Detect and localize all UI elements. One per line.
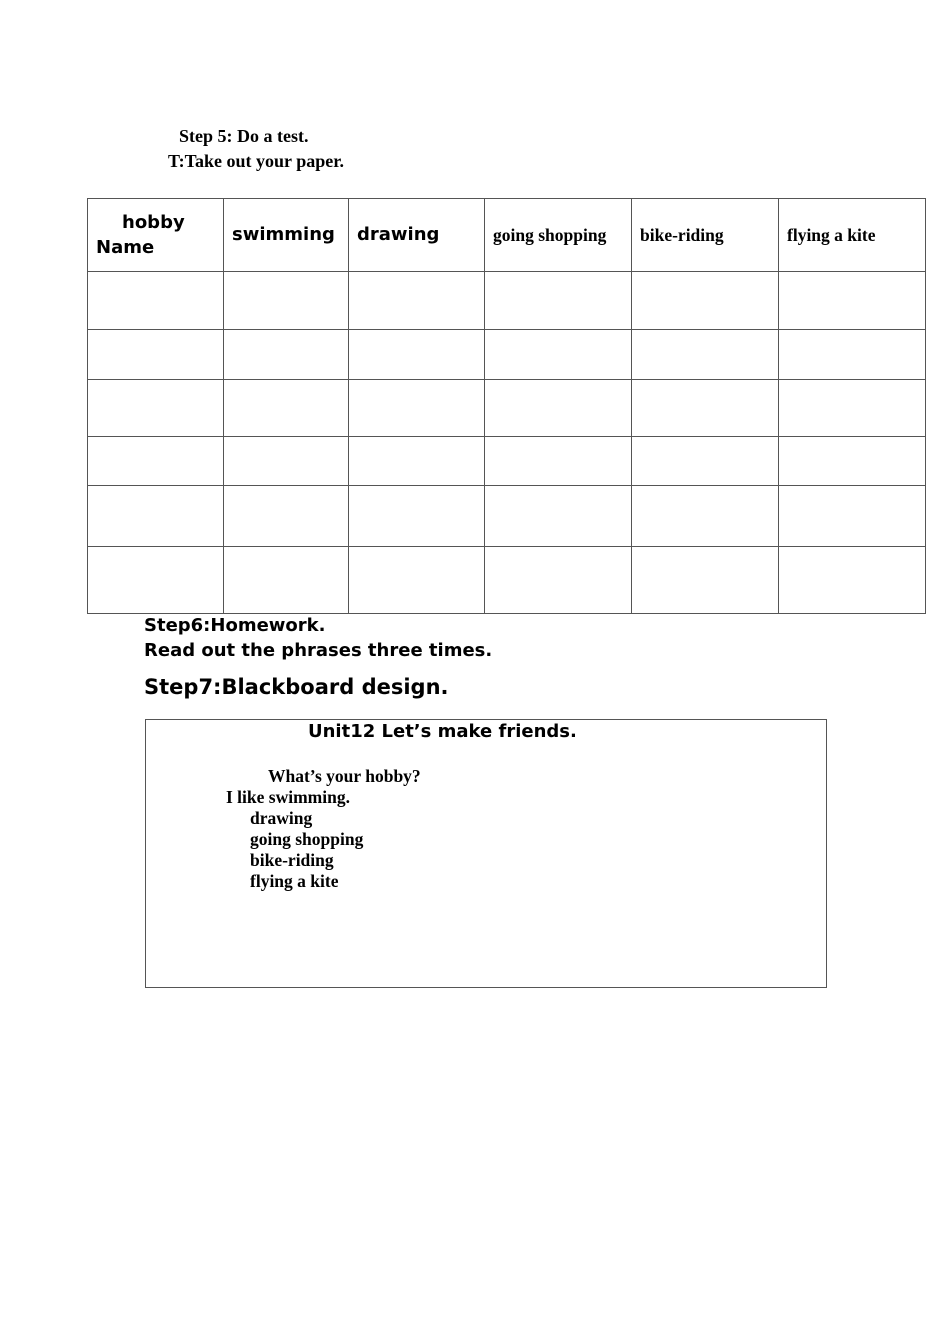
answer-cell[interactable] bbox=[632, 380, 779, 437]
answer-cell[interactable] bbox=[224, 486, 349, 547]
name-cell[interactable] bbox=[88, 272, 224, 330]
name-cell[interactable] bbox=[88, 437, 224, 486]
answer-cell[interactable] bbox=[632, 272, 779, 330]
table-row bbox=[88, 330, 926, 380]
answer-cell[interactable] bbox=[349, 272, 485, 330]
name-cell[interactable] bbox=[88, 486, 224, 547]
blackboard-line: going shopping bbox=[250, 829, 364, 849]
answer-cell[interactable] bbox=[224, 437, 349, 486]
answer-cell[interactable] bbox=[224, 547, 349, 614]
answer-cell[interactable] bbox=[632, 437, 779, 486]
blackboard-question: What’s your hobby? bbox=[268, 766, 421, 786]
hobby-survey-table bbox=[87, 198, 926, 614]
table-row bbox=[88, 272, 926, 330]
answer-cell[interactable] bbox=[485, 486, 632, 547]
answer-cell[interactable] bbox=[224, 272, 349, 330]
answer-cell[interactable] bbox=[485, 380, 632, 437]
answer-cell[interactable] bbox=[349, 486, 485, 547]
table-header-row bbox=[88, 199, 926, 272]
answer-cell[interactable] bbox=[224, 380, 349, 437]
step5-instruction: T:Take out your paper. bbox=[168, 151, 345, 171]
answer-cell[interactable] bbox=[779, 486, 926, 547]
corner-name-label: Name bbox=[96, 237, 155, 258]
blackboard-line: flying a kite bbox=[250, 871, 339, 891]
blackboard-line: I like swimming. bbox=[226, 787, 350, 807]
answer-cell[interactable] bbox=[349, 547, 485, 614]
answer-cell[interactable] bbox=[779, 437, 926, 486]
step7-title: Step7:Blackboard design. bbox=[144, 675, 449, 699]
name-cell[interactable] bbox=[88, 547, 224, 614]
step6-title: Step6:Homework. bbox=[144, 615, 326, 636]
answer-cell[interactable] bbox=[349, 330, 485, 380]
homework-task: Read out the phrases three times. bbox=[144, 640, 493, 661]
name-cell[interactable] bbox=[88, 330, 224, 380]
answer-cell[interactable] bbox=[779, 330, 926, 380]
answer-cell[interactable] bbox=[632, 547, 779, 614]
blackboard-line: bike-riding bbox=[250, 850, 334, 870]
table-row bbox=[88, 486, 926, 547]
answer-cell[interactable] bbox=[349, 380, 485, 437]
corner-header-cell bbox=[88, 199, 224, 272]
column-header-swimming: swimming bbox=[224, 199, 349, 272]
column-header-flying-a-kite: flying a kite bbox=[779, 199, 926, 272]
answer-cell[interactable] bbox=[779, 272, 926, 330]
answer-cell[interactable] bbox=[779, 547, 926, 614]
answer-cell[interactable] bbox=[632, 486, 779, 547]
blackboard-title: Unit12 Let’s make friends. bbox=[308, 721, 577, 742]
answer-cell[interactable] bbox=[485, 547, 632, 614]
answer-cell[interactable] bbox=[632, 330, 779, 380]
table-row bbox=[88, 437, 926, 486]
blackboard-design-box bbox=[145, 719, 827, 988]
step5-title: Step 5: Do a test. bbox=[179, 126, 309, 146]
corner-hobby-label: hobby bbox=[122, 212, 185, 233]
name-cell[interactable] bbox=[88, 380, 224, 437]
answer-cell[interactable] bbox=[779, 380, 926, 437]
column-header-going-shopping: going shopping bbox=[485, 199, 632, 272]
answer-cell[interactable] bbox=[224, 330, 349, 380]
answer-cell[interactable] bbox=[485, 437, 632, 486]
table-row bbox=[88, 380, 926, 437]
table-row bbox=[88, 547, 926, 614]
column-header-drawing: drawing bbox=[349, 199, 485, 272]
answer-cell[interactable] bbox=[349, 437, 485, 486]
column-header-bike-riding: bike-riding bbox=[632, 199, 779, 272]
blackboard-line: drawing bbox=[250, 808, 313, 828]
answer-cell[interactable] bbox=[485, 330, 632, 380]
answer-cell[interactable] bbox=[485, 272, 632, 330]
